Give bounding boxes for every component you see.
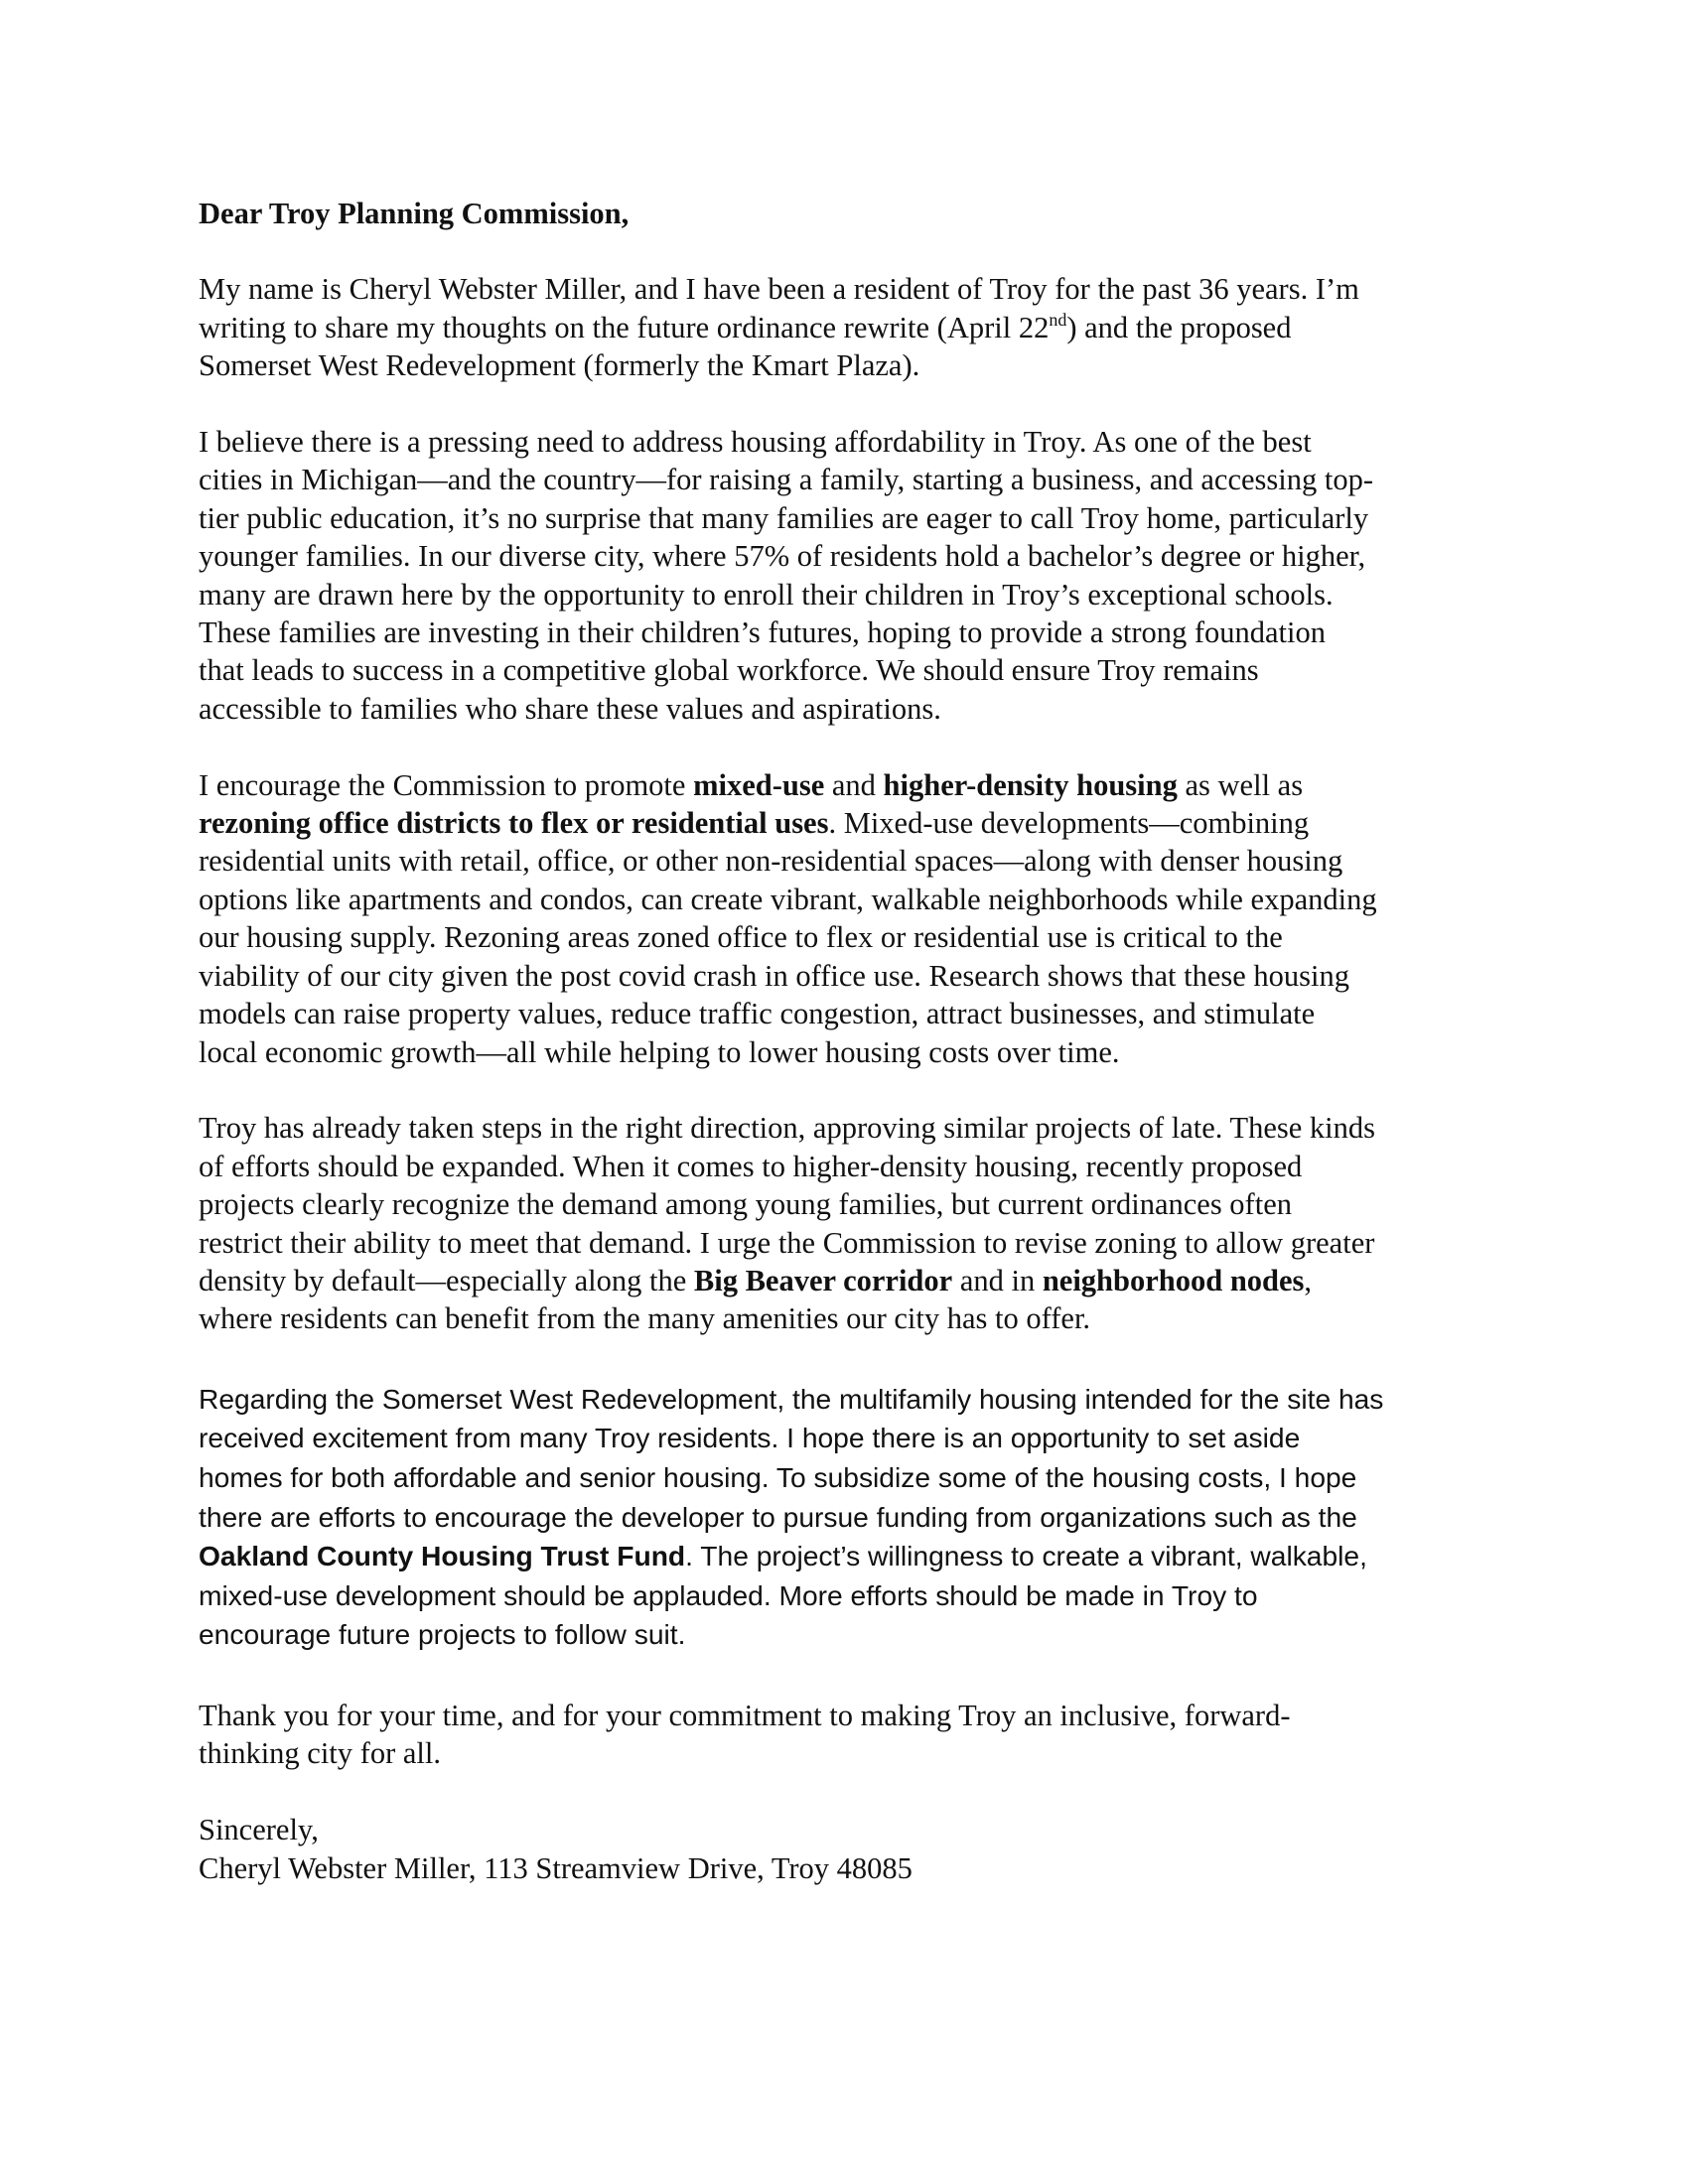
text-run: density by default—especially along the xyxy=(199,1263,694,1297)
text-run: . The project’s willingness to create a vibrant, walkable, xyxy=(685,1540,1367,1572)
text-line: our housing supply. Rezoning areas zoned office to flex or residential use is critical to the xyxy=(199,920,1283,955)
text-line: where residents can benefit from the many amenities our city has to offer. xyxy=(199,1301,1091,1336)
signature: Cheryl Webster Miller, 113 Streamview Drive, Troy 48085 xyxy=(199,1850,913,1885)
paragraph-zoning xyxy=(199,1109,1499,1337)
text-line xyxy=(199,346,1499,384)
text-line xyxy=(199,270,1499,308)
text-run: and xyxy=(824,767,884,802)
text-line xyxy=(199,1262,1499,1299)
text-line: cities in Michigan—and the country—for raising a family, starting a business, and accessing top- xyxy=(199,463,1373,497)
text-line: thinking city for all. xyxy=(199,1736,441,1771)
text-line: of efforts should be expanded. When it comes to higher-density housing, recently proposed xyxy=(199,1149,1303,1183)
emphasis-rezoning-office: rezoning office districts to flex or residential uses xyxy=(199,806,829,841)
text-line: residential units with retail, office, or other non-residential spaces—along with denser housing xyxy=(199,844,1343,879)
closing: Sincerely, xyxy=(199,1813,319,1847)
text-run: Somerset West Redevelopment (formerly the Kmart Plaza). xyxy=(199,348,920,383)
text-run: ) and the proposed xyxy=(1066,310,1292,344)
text-run: writing to share my thoughts on the future ordinance rewrite (April 22 xyxy=(199,310,1050,344)
paragraph-introduction xyxy=(199,270,1499,384)
text-line: accessible to families who share these values and aspirations. xyxy=(199,691,941,726)
text-line xyxy=(199,804,1499,842)
text-line: there are efforts to encourage the developer to pursue funding from organizations such as the xyxy=(199,1500,1357,1533)
closing-block xyxy=(199,1811,1499,1887)
text-line: models can raise property values, reduce traffic congestion, attract businesses, and stimulate xyxy=(199,997,1316,1031)
text-run: , xyxy=(1304,1263,1313,1297)
text-run: as well as xyxy=(1177,767,1304,802)
text-line: Troy has already taken steps in the right direction, approving similar projects of late. These kinds xyxy=(199,1111,1376,1146)
text-line: restrict their ability to meet that demand. I urge the Commission to revise zoning to allow greater xyxy=(199,1225,1375,1260)
text-line: homes for both affordable and senior housing. To subsidize some of the housing costs, I hope xyxy=(199,1460,1357,1493)
text-line: many are drawn here by the opportunity to enroll their children in Troy’s exceptional schools. xyxy=(199,577,1334,612)
text-line: local economic growth—all while helping to lower housing costs over time. xyxy=(199,1034,1120,1069)
text-run: . Mixed-use developments—combining xyxy=(828,806,1310,841)
text-line: options like apartments and condos, can create vibrant, walkable neighborhoods while expanding xyxy=(199,882,1377,916)
text-line: Thank you for your time, and for your commitment to making Troy an inclusive, forward- xyxy=(199,1698,1291,1732)
emphasis-big-beaver-corridor: Big Beaver corridor xyxy=(693,1263,953,1297)
paragraph-somerset-west xyxy=(199,1380,1499,1655)
emphasis-higher-density-housing: higher-density housing xyxy=(883,767,1178,802)
text-line: projects clearly recognize the demand among young families, but current ordinances often xyxy=(199,1187,1292,1222)
text-run: and in xyxy=(952,1263,1043,1297)
emphasis-neighborhood-nodes: neighborhood nodes xyxy=(1042,1263,1305,1297)
letter-body xyxy=(199,195,1499,1887)
text-run: My name is Cheryl Webster Miller, and I have been a resident of Troy for the past 36 years. I’m xyxy=(199,272,1359,307)
text-line xyxy=(199,309,1499,346)
paragraph-mixed-use xyxy=(199,766,1499,1071)
emphasis-housing-trust-fund: Oakland County Housing Trust Fund xyxy=(199,1540,686,1572)
paragraph-affordability xyxy=(199,423,1499,728)
text-line: younger families. In our diverse city, where 57% of residents hold a bachelor’s degree or higher, xyxy=(199,539,1366,574)
text-line: Regarding the Somerset West Redevelopment, the multifamily housing intended for the site has xyxy=(199,1382,1384,1415)
text-line xyxy=(199,1537,1499,1576)
paragraph-thanks xyxy=(199,1697,1499,1773)
text-line: that leads to success in a competitive global workforce. We should ensure Troy remains xyxy=(199,653,1259,688)
ordinal-suffix: nd xyxy=(1049,309,1067,330)
salutation: Dear Troy Planning Commission, xyxy=(199,197,630,230)
text-line: mixed-use development should be applauded. More efforts should be made in Troy to xyxy=(199,1578,1258,1611)
text-run: I encourage the Commission to promote xyxy=(199,767,694,802)
text-line: These families are investing in their children’s futures, hoping to provide a strong foundation xyxy=(199,615,1327,650)
text-line: I believe there is a pressing need to address housing affordability in Troy. As one of the best xyxy=(199,425,1312,460)
text-line: received excitement from many Troy residents. I hope there is an opportunity to set aside xyxy=(199,1422,1301,1454)
emphasis-mixed-use: mixed-use xyxy=(693,767,825,802)
text-line xyxy=(199,766,1499,804)
text-line: viability of our city given the post covid crash in office use. Research shows that these housing xyxy=(199,958,1350,993)
text-line: tier public education, it’s no surprise that many families are eager to call Troy home, particularly xyxy=(199,500,1369,535)
text-line: encourage future projects to follow suit. xyxy=(199,1618,686,1651)
